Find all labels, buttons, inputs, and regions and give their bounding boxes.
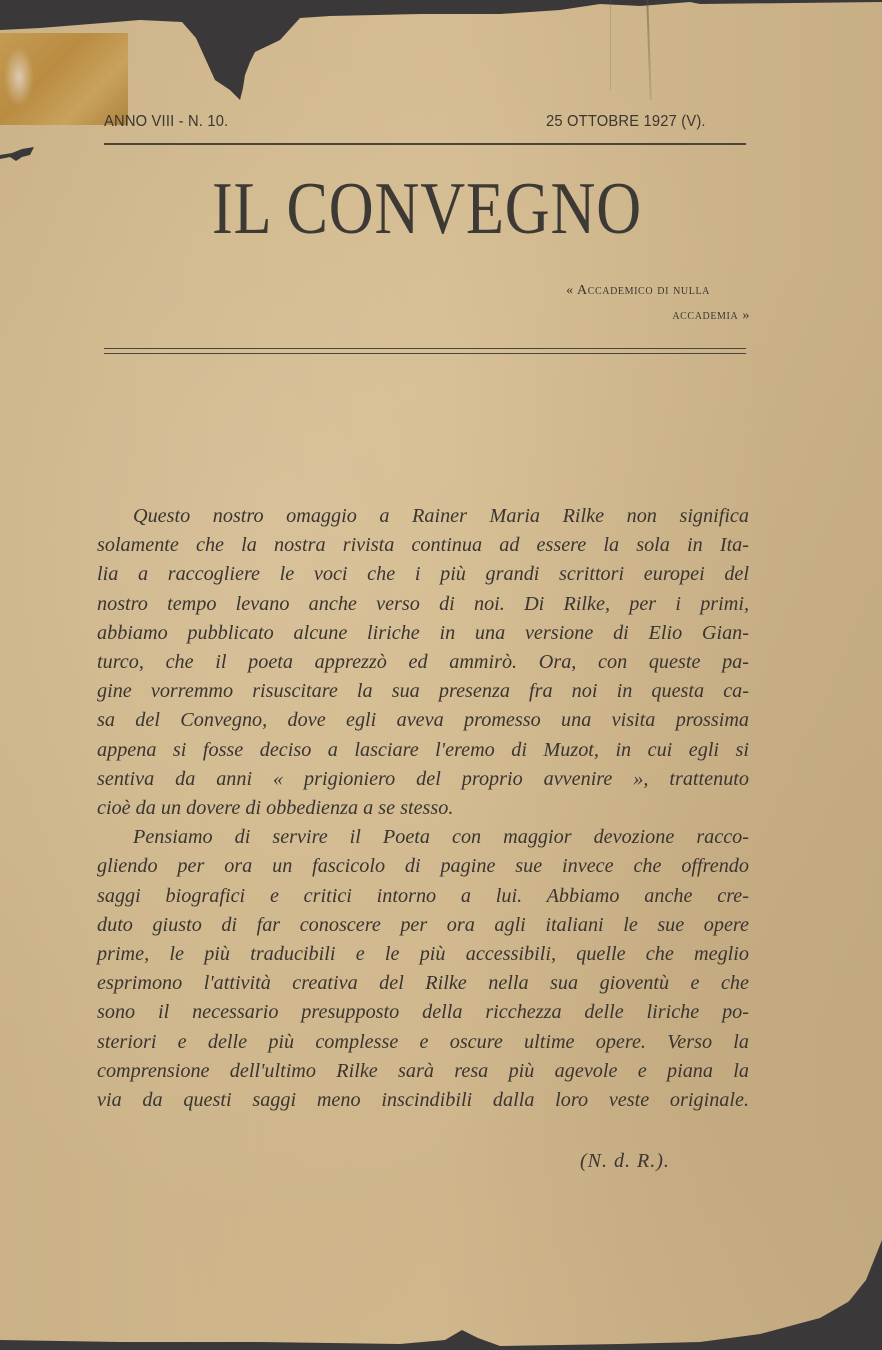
text-line: cioè da un dovere di obbedienza a se stesso. <box>97 797 454 820</box>
text-line: gine vorremmo risuscitare la sua presenza fra noi in questa ca- <box>97 680 749 703</box>
text-line: turco, che il poeta apprezzò ed ammirò. Ora, con queste pa- <box>97 651 749 674</box>
motto-line-1: « Accademico di nulla <box>566 283 710 298</box>
text-line: abbiamo pubblicato alcune liriche in una versione di Elio Gian- <box>97 621 749 644</box>
text-line: nostro tempo levano anche verso di noi. Di Rilke, per i primi, <box>97 592 749 615</box>
tape-stain <box>0 33 128 125</box>
text-line: gliendo per ora un fascicolo di pagine sue invece che offrendo <box>97 855 749 878</box>
torn-top-edge <box>0 0 882 110</box>
paragraph-1 <box>97 502 749 823</box>
text-line: via da questi saggi meno inscindibili dalla loro veste originale. <box>97 1089 749 1112</box>
text-line: sono il necessario presupposto della ricchezza delle liriche po- <box>97 1001 749 1024</box>
paper-crease <box>646 0 651 100</box>
torn-left-notch <box>0 145 40 175</box>
issue-date: 25 OTTOBRE 1927 (V). <box>546 113 706 130</box>
text-line: prime, le più traducibili e le più accessibili, quelle che meglio <box>97 943 749 966</box>
text-line: sentiva da anni « prigioniero del proprio avvenire », trattenuto <box>97 767 749 790</box>
issue-header <box>104 113 748 131</box>
text-line: duto giusto di far conoscere per ora agli italiani le sue opere <box>97 913 749 936</box>
editorial-signature: (N. d. R.). <box>580 1150 670 1172</box>
text-line: steriori e delle più complesse e oscure ultime opere. Verso la <box>97 1030 749 1053</box>
issue-number: ANNO VIII - N. 10. <box>104 113 229 130</box>
text-line: Pensiamo di servire il Poeta con maggior devozione racco- <box>133 826 749 849</box>
torn-bottom-edge <box>0 1290 882 1350</box>
masthead-title: IL CONVEGNO <box>212 168 642 250</box>
text-line: lia a raccogliere le voci che i più grandi scrittori europei del <box>97 563 749 586</box>
text-line: appena si fosse deciso a lasciare l'eremo di Muzot, in cui egli si <box>97 738 749 761</box>
text-line: sa del Convegno, dove egli aveva promesso una visita prossima <box>97 709 749 732</box>
text-line: comprensione dell'ultimo Rilke sarà resa più agevole e piana la <box>97 1059 749 1082</box>
paper-crease <box>610 0 611 90</box>
header-rule <box>104 143 746 145</box>
masthead-motto <box>566 278 750 328</box>
text-line: esprimono l'attività creativa del Rilke nella sua gioventù e che <box>97 972 749 995</box>
paragraph-2 <box>97 823 749 1115</box>
torn-right-edge <box>840 1240 882 1300</box>
editorial-note <box>97 502 749 1115</box>
masthead-double-rule <box>104 348 746 354</box>
text-line: solamente che la nostra rivista continua ad essere la sola in Ita- <box>97 534 749 557</box>
text-line: saggi biografici e critici intorno a lui. Abbiamo anche cre- <box>97 884 749 907</box>
motto-line-2: accademia » <box>672 308 750 323</box>
text-line: Questo nostro omaggio a Rainer Maria Rilke non significa <box>133 505 749 527</box>
